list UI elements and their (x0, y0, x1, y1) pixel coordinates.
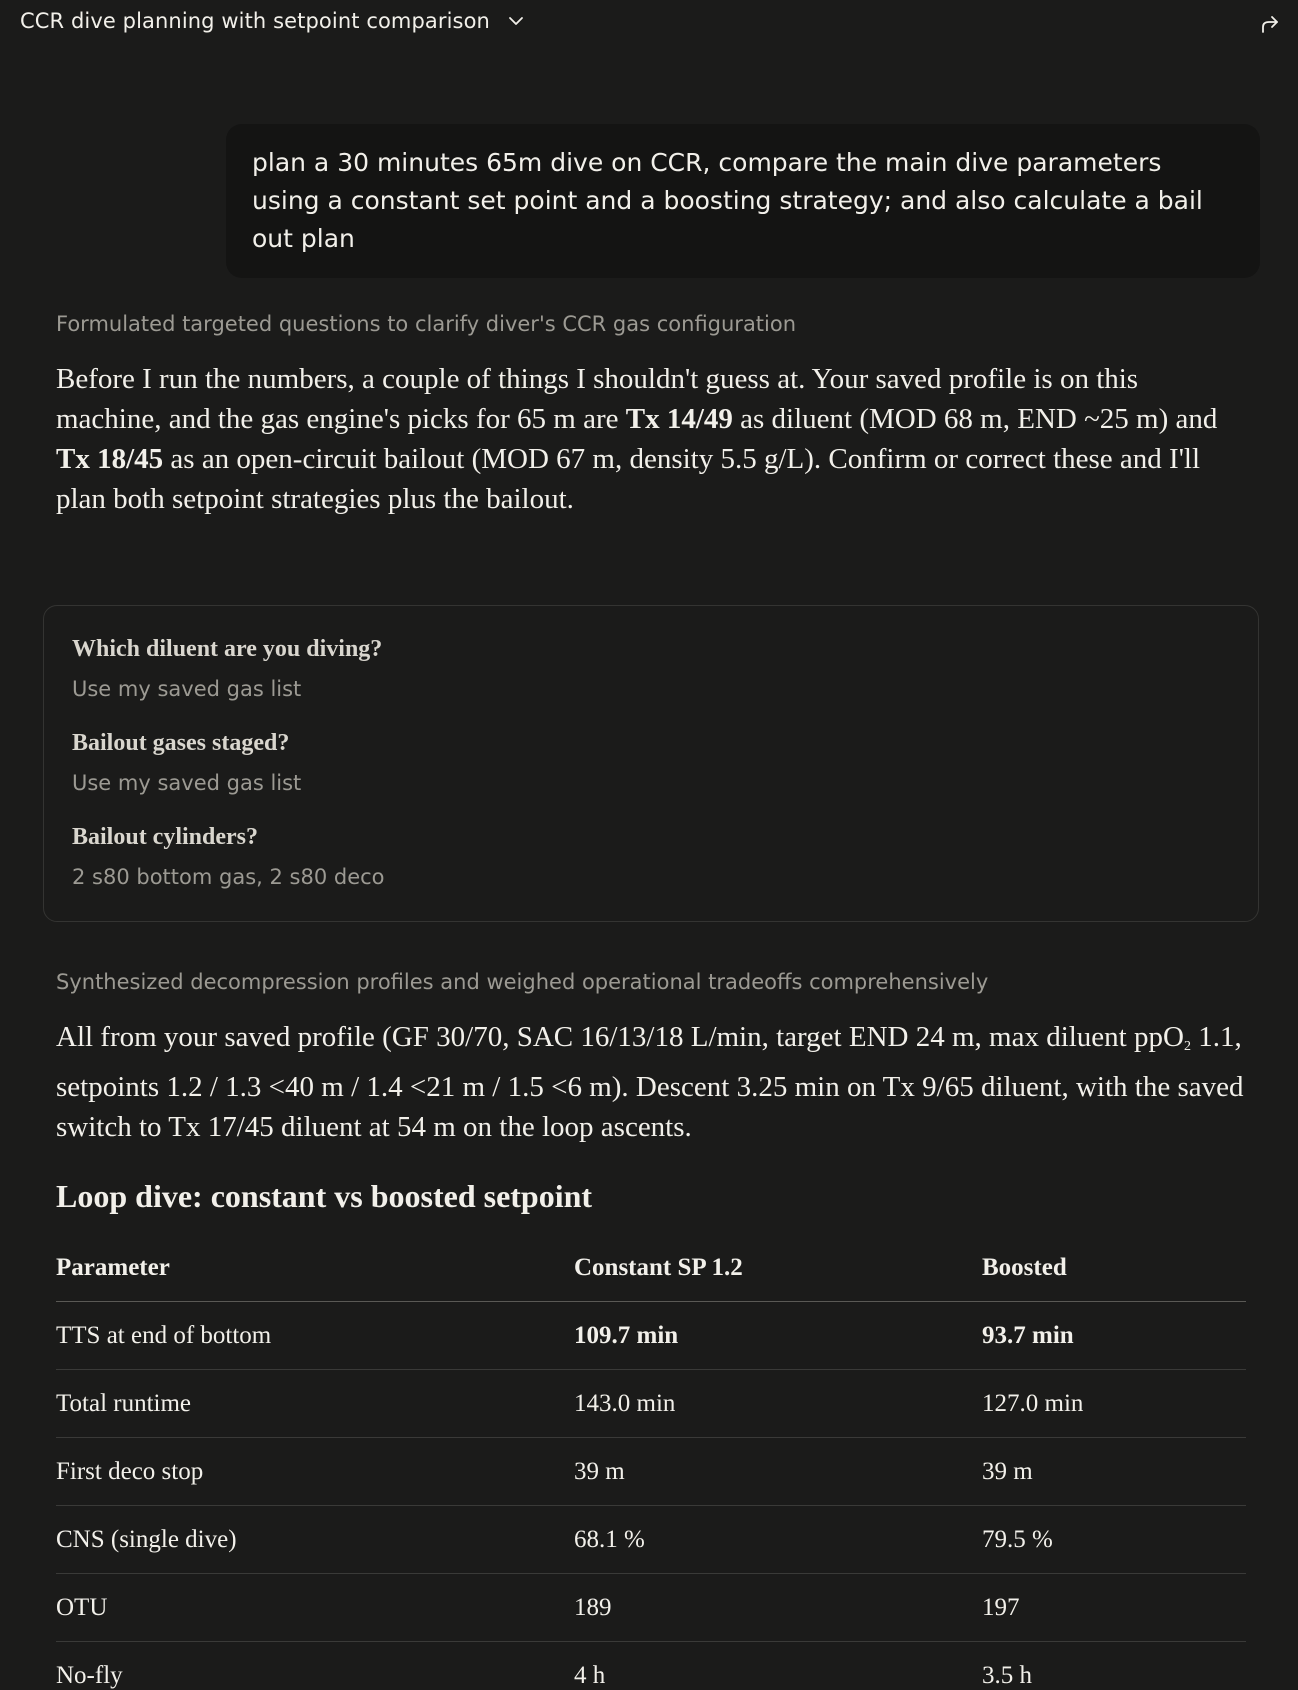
table-row (56, 1370, 1246, 1438)
table-cell: 197 (982, 1593, 1020, 1621)
table-cell: 189 (574, 1593, 612, 1621)
column-header: Parameter (56, 1254, 170, 1281)
response-text: All from your saved profile (GF 30/70, SAC 16/13/18 L/min, target END 24 m, max diluent ppO (56, 1021, 1184, 1053)
response-text: as diluent (MOD 68 m, END ~25 m) and (732, 403, 1218, 435)
section-heading: Loop dive: constant vs boosted setpoint (56, 1178, 593, 1214)
table-cell: 39 m (982, 1457, 1033, 1485)
table-cell: 3.5 h (982, 1661, 1032, 1689)
column-header: Constant SP 1.2 (574, 1254, 743, 1281)
assistant-response-2 (56, 1017, 1246, 1147)
response-text: as an open-circuit bailout (MOD 67 m, density 5.5 g/L). Confirm or correct these and I'll plan both setpoint strategies plus the bailout. (56, 443, 1201, 515)
share-button[interactable] (1256, 10, 1284, 38)
table-cell: 68.1 % (574, 1525, 645, 1553)
table-cell: TTS at end of bottom (56, 1321, 272, 1349)
question-label: Bailout cylinders? (72, 824, 259, 850)
response-text: 1.1, setpoints 1.2 / 1.3 <40 m / 1.4 <21 m / 1.5 <6 m). Descent 3.25 min on Tx 9/65 diluent, with the saved switch to Tx 17/45 diluent at 54 m on the loop ascents. (56, 1021, 1244, 1143)
conversation-title: CCR dive planning with setpoint comparison (20, 9, 490, 33)
column-header: Boosted (982, 1254, 1067, 1281)
assistant-response-1 (56, 359, 1246, 519)
table-row (56, 1438, 1246, 1506)
table-cell: 109.7 min (574, 1321, 679, 1349)
comparison-table (56, 1235, 1246, 1690)
question-label: Bailout gases staged? (72, 730, 290, 756)
bailout-gas: Tx 18/45 (56, 443, 164, 475)
table-cell: No-fly (56, 1661, 123, 1689)
table-cell: 143.0 min (574, 1389, 676, 1417)
question-answer: Use my saved gas list (72, 771, 302, 795)
table-row (56, 1574, 1246, 1642)
thought-summary-2[interactable]: Synthesized decompression profiles and weighed operational tradeoffs comprehensively (56, 970, 989, 994)
table-cell: 39 m (574, 1457, 625, 1485)
share-icon (1258, 12, 1282, 36)
thought-summary-1[interactable]: Formulated targeted questions to clarify diver's CCR gas configuration (56, 312, 797, 336)
subscript: 2 (1183, 1039, 1191, 1054)
questions-card (43, 605, 1259, 922)
question-label: Which diluent are you diving? (72, 636, 383, 662)
table-row (56, 1642, 1246, 1690)
table-cell: 4 h (574, 1661, 606, 1689)
table-cell: 93.7 min (982, 1321, 1074, 1349)
table-header-row (56, 1235, 1246, 1302)
top-bar (0, 0, 1298, 48)
question-answer: Use my saved gas list (72, 677, 302, 701)
chevron-down-icon (506, 11, 526, 31)
response-text: Before I run the numbers, a couple of things I shouldn't guess at. Your saved profile is on this machine, and the gas engine's picks for 65 m are (56, 363, 1139, 435)
table-cell: CNS (single dive) (56, 1525, 237, 1553)
table-cell: 127.0 min (982, 1389, 1084, 1417)
table-cell: First deco stop (56, 1457, 204, 1485)
table-row (56, 1506, 1246, 1574)
table-cell: Total runtime (56, 1389, 192, 1417)
conversation-title-menu[interactable] (20, 9, 526, 33)
diluent-gas: Tx 14/49 (625, 403, 733, 435)
table-cell: OTU (56, 1593, 108, 1621)
table-cell: 79.5 % (982, 1525, 1053, 1553)
user-message: plan a 30 minutes 65m dive on CCR, compare the main dive parameters using a constant set point and a boosting strategy; and also calculate a bail out plan (226, 124, 1260, 278)
table-row (56, 1302, 1246, 1370)
question-answer: 2 s80 bottom gas, 2 s80 deco (72, 865, 385, 889)
